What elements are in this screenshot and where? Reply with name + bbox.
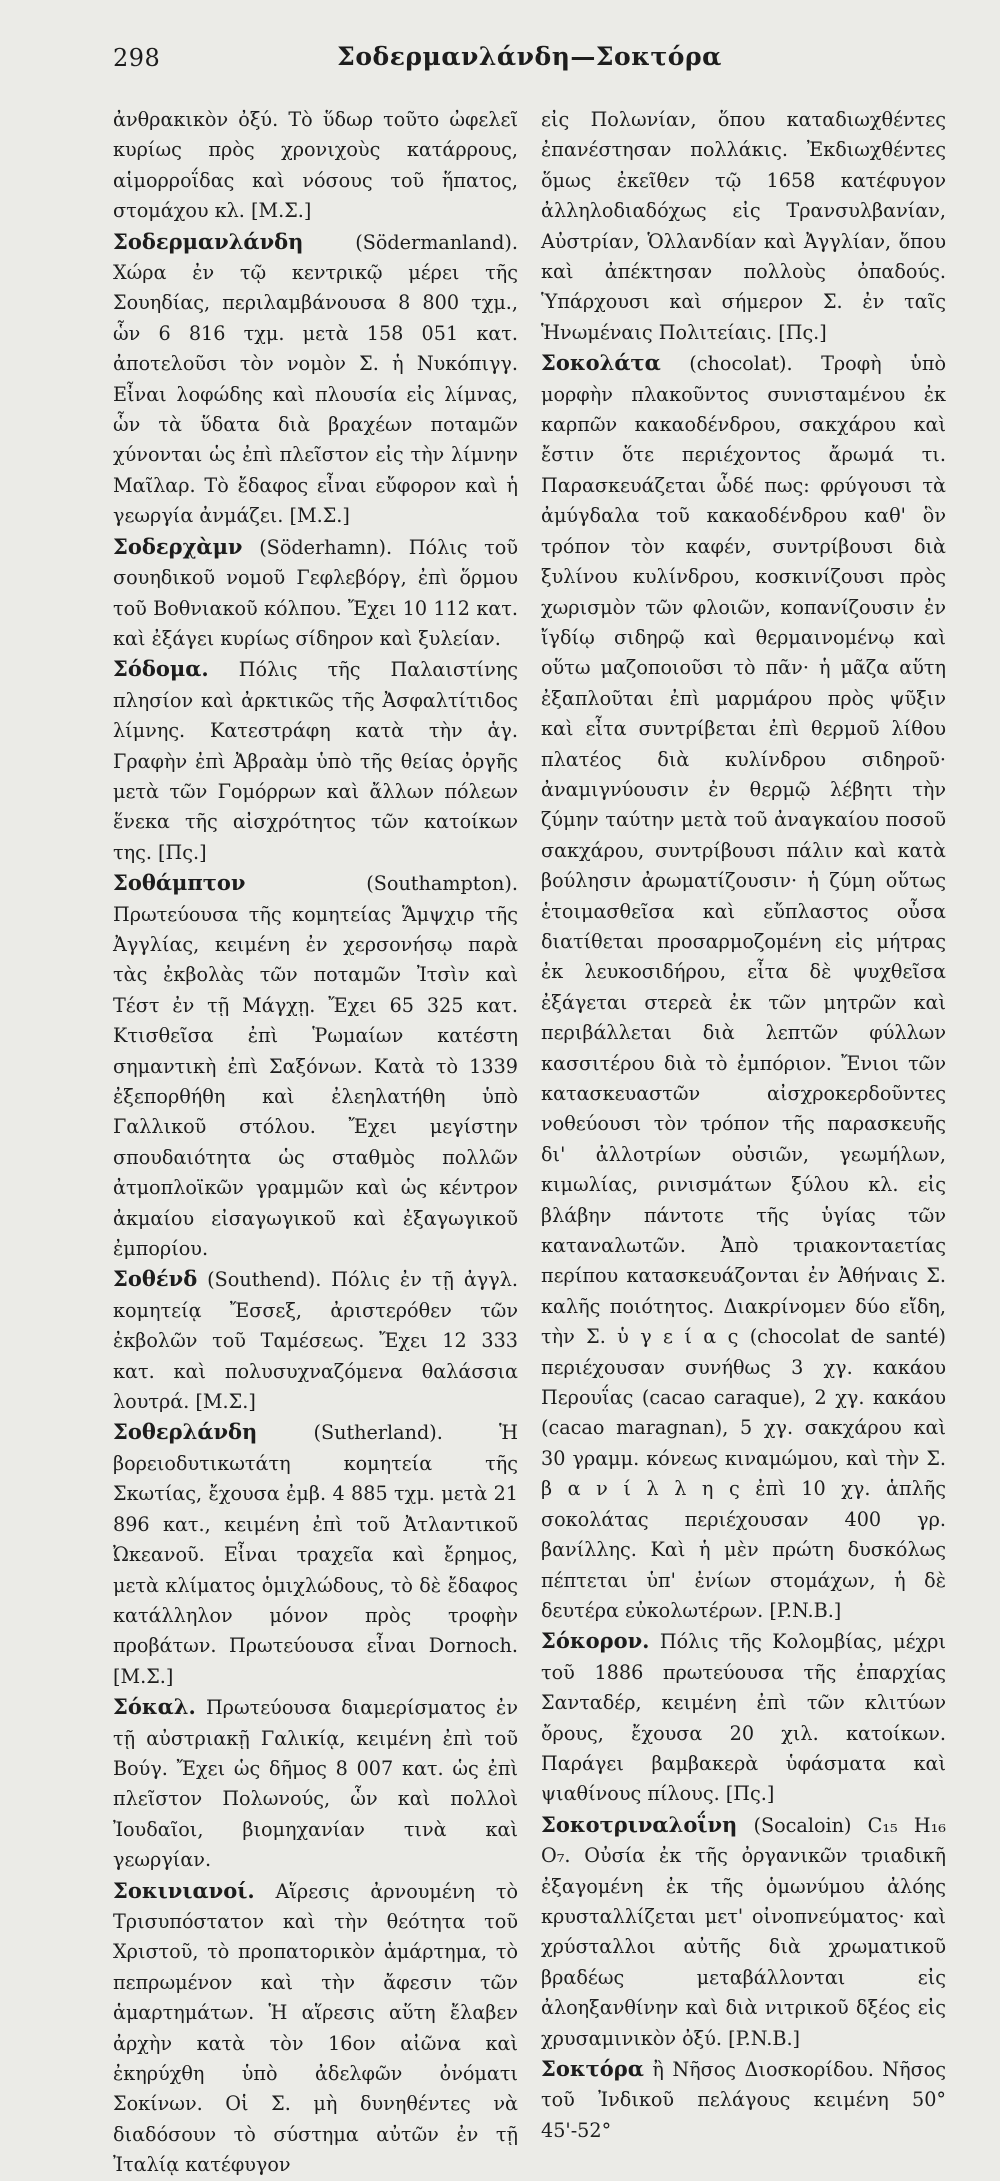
- page-header: [113, 38, 946, 92]
- page-number: 298: [113, 44, 161, 72]
- text-columns: [113, 104, 946, 2181]
- entry-text: (Southend). Πόλις ἐν τῇ ἀγγλ. κομητείᾳ Ἔσσεξ, ἀριστερόθεν τῶν ἐκβολῶν τοῦ Ταμέσεως. Ἔχει 12 333 κατ. καὶ πολυσυχναζόμενα θαλάσσια λουτρά. [Μ.Σ.]: [113, 1268, 518, 1414]
- entry-text: ἢ Νῆσος Διοσκορίδου. Νῆσος τοῦ Ἰνδικοῦ πελάγους κειμένη 50° 45'-52°: [541, 2058, 946, 2142]
- entry-text: (Södermanland). Χώρα ἐν τῷ κεντρικῷ μέρει τῆς Σουηδίας, περιλαμβάνουσα 8 800 τχμ., ὧν 6 816 τχμ. μετὰ 158 051 κατ. ἀποτελοῦσι τὸν νομὸν Σ. ἡ Νυκόπιγγ. Εἶναι λοφώδης καὶ πλουσία εἰς λίμνας, ὧν τὰ ὕδατα διὰ βραχέων ποταμῶν χύνονται ὡς ἐπὶ πλεῖστον εἰς τὴν λίμνην Μαῖλαρ. Τὸ ἔδαφος εἶναι εὔφορον καὶ ἡ γεωργία ἀνμάζει. [Μ.Σ.]: [113, 230, 518, 528]
- entry-text: (chocolat). Τροφὴ ὑπὸ μορφὴν πλακοῦντος συνισταμένου ἐκ καρπῶν κακαοδένδρου, σακχάρου καὶ ἔστιν ὅτε περιέχοντος ἄρωμά τι. Παρασκευάζεται ὧδέ πως: φρύγουσι τὰ ἀμύγδαλα τοῦ κακαοδένδρου καθ' ὃν τρόπον τὸν καφέν, συντρίβουσι διὰ ξυλίνου κυλίνδρου, κοσκινίζουσι πρὸς χωρισμὸν τῶν φλοιῶν, κοπανίζουσιν ἐν ἴγδίῳ σιδηρῷ καὶ θερμαινομένῳ καὶ οὕτω μαζοποιοῦσι τὸ πᾶν· ἡ μᾶζα αὕτη ἐξαπλοῦται ἐπὶ μαρμάρου πρὸς ψῦξιν καὶ εἶτα συντρίβεται ἐπὶ θερμοῦ λίθου πλατέος διὰ κυλίνδρου σιδηροῦ· ἀναμιγνύουσιν ἐν θερμῷ λέβητι τὴν ζύμην ταύτην μετὰ τοῦ ἀναγκαίου ποσοῦ σακχάρου, συντρίβουσι πάλιν καὶ κατὰ βούλησιν ἀρωματίζουσιν· ἡ ζύμη οὕτως ἑτοιμασθεῖσα καὶ εὔπλαστος οὖσα διατίθεται προσαρμοζομένη εἰς μήτρας ἐκ λευκοσιδήρου, εἶτα δὲ ψυχθεῖσα ἐξάγεται στερεὰ ἐκ τῶν μητρῶν καὶ περιβάλλεται διὰ λεπτῶν φύλλων κασσιτέρου διὰ τὸ ἐμπόριον. Ἔνιοι τῶν κατασκευαστῶν αἰσχροκερδοῦντες νοθεύουσι τὸν τρόπον τῆς παρασκευῆς δι' ἀλλοτρίων οὐσιῶν, γεωμήλων, κιμωλίας, ρινισμάτων ξύλου κλ. εἰς βλάβην πάντοτε τῆς ὑγίας τῶν καταναλωτῶν. Ἀπὸ τριακονταετίας περίπου κατασκευάζονται ἐν Ἀθήναις Σ. καλῆς ποιότητος. Διακρίνομεν δύο εἴδη, τὴν Σ. ὑ γ ε ί α ς (chocolat de santé) περιέχουσαν συνήθως 3 χγ. κακάου Περουΐας (cacao caraque), 2 χγ. κακάου (cacao maragnan), 5 χγ. σακχάρου καὶ 30 γραμμ. κόνεως κιναμώμου, καὶ τὴν Σ. β α ν ί λ λ η ς ἐπὶ 10 χγ. ἁπλῆς σοκολάτας περιέχουσαν 400 γρ. βανίλλης. Καὶ ἡ μὲν πρώτη δυσκόλως πέπτεται ὑπ' ἐνίων στομάχων, ἡ δὲ δευτέρα εὐκολωτέρων. [P.N.B.]: [541, 352, 946, 1622]
- entry-sokinianoi: [113, 1876, 518, 2181]
- entry-text: (Socaloin) C₁₅ H₁₆ O₇. Οὐσία ἐκ τῆς ὀργανικῶν τριαδικῆ ἐξαγομένη ἐκ τῆς ὁμωνύμου ἀλόης κρυσταλλίζεται μετ' οἰνοπνεύματος· καὶ χρύσταλλοι αὐτῆς διὰ χρωματικοῦ βραδέως μεταβάλλονται εἰς ἀλοηξανθίνην καὶ διὰ νιτρικοῦ δξέος εἰς χρυσαμινικὸν ὀξύ. [P.N.B.]: [541, 1813, 946, 2050]
- entry-headword: Σοθάμπτον: [113, 870, 246, 896]
- entry-headword: Σοδερχὰμν: [113, 533, 243, 559]
- entry-text: Πρωτεύουσα διαμερίσματος ἐν τῇ αὐστριακῇ Γαλικίᾳ, κειμένη ἐπὶ τοῦ Βούγ. Ἔχει ὡς δῆμος 8 007 κατ. ὡς ἐπὶ πλεῖστον Πολωνούς, ὧν καὶ πολλοὶ Ἰουδαῖοι, βιομηχανίαν τινὰ καὶ γεωργίαν.: [113, 1696, 518, 1872]
- entry-sutherland: [113, 1417, 518, 1692]
- entry-continuation: ἀνθρακικὸν ὀξύ. Τὸ ὕδωρ τοῦτο ὠφελεῖ κυρίως πρὸς χρονιχοὺς κατάρρους, αἱμορροΐδας καὶ νόσους τοῦ ἥπατος, στομάχου κλ. [Μ.Σ.]: [113, 108, 518, 223]
- entry-headword: Σοκτόρα: [541, 2056, 644, 2081]
- entry-sodoma: [113, 654, 518, 868]
- right-column: [541, 104, 946, 2181]
- entry-headword: Σόκορον.: [541, 1628, 650, 1654]
- running-title: Σοδερμανλάνδη—Σοκτόρα: [337, 42, 722, 71]
- entry-sokal: [113, 1692, 518, 1875]
- entry-sodermanland: [113, 227, 518, 532]
- entry-soktora: [541, 2054, 946, 2146]
- entry-text: (Sutherland). Ἡ βορειοδυτικωτάτη κομητεία τῆς Σκωτίας, ἔχουσα ἐμβ. 4 885 τχμ. μετὰ 21 896 κατ., κειμένη ἐπὶ τοῦ Ἀτλαντικοῦ Ὠκεανοῦ. Εἶναι τραχεῖα καὶ ἔρημος, μετὰ κλίματος ὁμιχλώδους, τὸ δὲ ἔδαφος κατάλληλον μόνον πρὸς τροφὴν προβάτων. Πρωτεύουσα εἶναι Dornoch. [Μ.Σ.]: [113, 1421, 518, 1688]
- entry-headword: Σοδερμανλάνδη: [113, 228, 304, 254]
- entry-headword: Σοθερλάνδη: [113, 1419, 258, 1445]
- entry-southampton: [113, 868, 518, 1264]
- entry-headword: Σοκοτριναλοΐνη: [541, 1811, 738, 1837]
- entry-text: (Southampton). Πρωτεύουσα τῆς κομητείας Ἅμψχιρ τῆς Ἀγγλίας, κειμένη ἐν χερσονήσῳ παρὰ τὰς ἐκβολὰς τῶν ποταμῶν Ἰτσὶν καὶ Τέστ ἐν τῇ Μάγχῃ. Ἔχει 65 325 κατ. Κτισθεῖσα ἐπὶ Ῥωμαίων κατέστη σημαντικὴ ἐπὶ Σαξόνων. Κατὰ τὸ 1339 ἐξεπορθήθη καὶ ἐλεηλατήθη ὑπὸ Γαλλικοῦ στόλου. Ἔχει μεγίστην σπουδαιότητα ὡς σταθμὸς πολλῶν ἀτμοπλοϊκῶν γραμμῶν καὶ ὡς κέντρον ἀκμαίου εἰσαγωγικοῦ καὶ ἐξαγωγικοῦ ἐμπορίου.: [113, 872, 518, 1261]
- entry-headword: Σοθένδ: [113, 1266, 198, 1292]
- entry-continuation: εἰς Πολωνίαν, ὅπου καταδιωχθέντες ἐπανέστησαν πολλάκις. Ἐκδιωχθέντες ὅμως ἐκεῖθεν τῷ 1658 κατέφυγον ἀλληλοδιαδόχως εἰς Τρανσυλβανίαν, Αὐστρίαν, Ὁλλανδίαν καὶ Ἀγγλίαν, ὅπου καὶ ἀπέκτησαν πολλοὺς ὀπαδούς. Ὑπάρχουσι καὶ σήμερον Σ. ἐν ταῖς Ἡνωμέναις Πολιτείαις. [Πς.]: [541, 108, 946, 344]
- entry-text: Πόλις τῆς Κολομβίας, μέχρι τοῦ 1886 πρωτεύουσα τῆς ἐπαρχίας Σανταδέρ, κειμένη ἐπὶ τῶν κλιτύων ὄρους, ἔχουσα 20 χιλ. κατοίκων. Παράγει βαμβακερὰ ὑφάσματα καὶ ψιαθίνους πίλους. [Πς.]: [541, 1630, 946, 1806]
- entry-sokotrinaloini: [541, 1810, 946, 2054]
- entry-headword: Σοκολάτα: [541, 350, 661, 376]
- entry-text: (Söderhamn). Πόλις τοῦ σουηδικοῦ νομοῦ Γεφλεβόργ, ἐπὶ ὅρμου τοῦ Βοθνιακοῦ κόλπου. Ἔχει 10 112 κατ. καὶ ἐξάγει κυρίως σίδηρον καὶ ξυλείαν.: [113, 535, 518, 650]
- entry-sokolata: [541, 348, 946, 1626]
- entry-soderhamn: [113, 532, 518, 655]
- entry-headword: Σόδομα.: [113, 656, 209, 682]
- left-column: [113, 104, 518, 2181]
- entry-headword: Σοκινιανοί.: [113, 1877, 255, 1903]
- entry-text: Αἵρεσις ἀρνουμένη τὸ Τρισυπόστατον καὶ τὴν θεότητα τοῦ Χριστοῦ, τὸ προπατορικὸν ἁμάρτημα, τὸ πεπρωμένον καὶ τὴν ἄφεσιν τῶν ἁμαρτημάτων. Ἡ αἵρεσις αὕτη ἔλαβεν ἀρχὴν κατὰ τὸν 16ον αἰῶνα καὶ ἐκηρύχθη ὑπὸ ἀδελφῶν ὀνόματι Σοκίνων. Οἱ Σ. μὴ δυνηθέντες νὰ διαδόσουν τὸ σύστημα αὐτῶν ἐν τῇ Ἰταλίᾳ κατέφυγον: [113, 1879, 518, 2177]
- entry-sokoron: [541, 1626, 946, 1809]
- entry-text: Πόλις τῆς Παλαιστίνης πλησίον καὶ ἀρκτικῶς τῆς Ἀσφαλτίτιδος λίμνης. Κατεστράφη κατὰ τὴν ἁγ. Γραφὴν ἐπὶ Ἀβραὰμ ὑπὸ τῆς θείας ὀργῆς μετὰ τῶν Γομόρρων καὶ ἄλλων πόλεων ἕνεκα τῆς αἰσχρότητος τῶν κατοίκων της. [Πς.]: [113, 658, 518, 864]
- entry-southend: [113, 1264, 518, 1417]
- entry-headword: Σόκαλ.: [113, 1694, 196, 1720]
